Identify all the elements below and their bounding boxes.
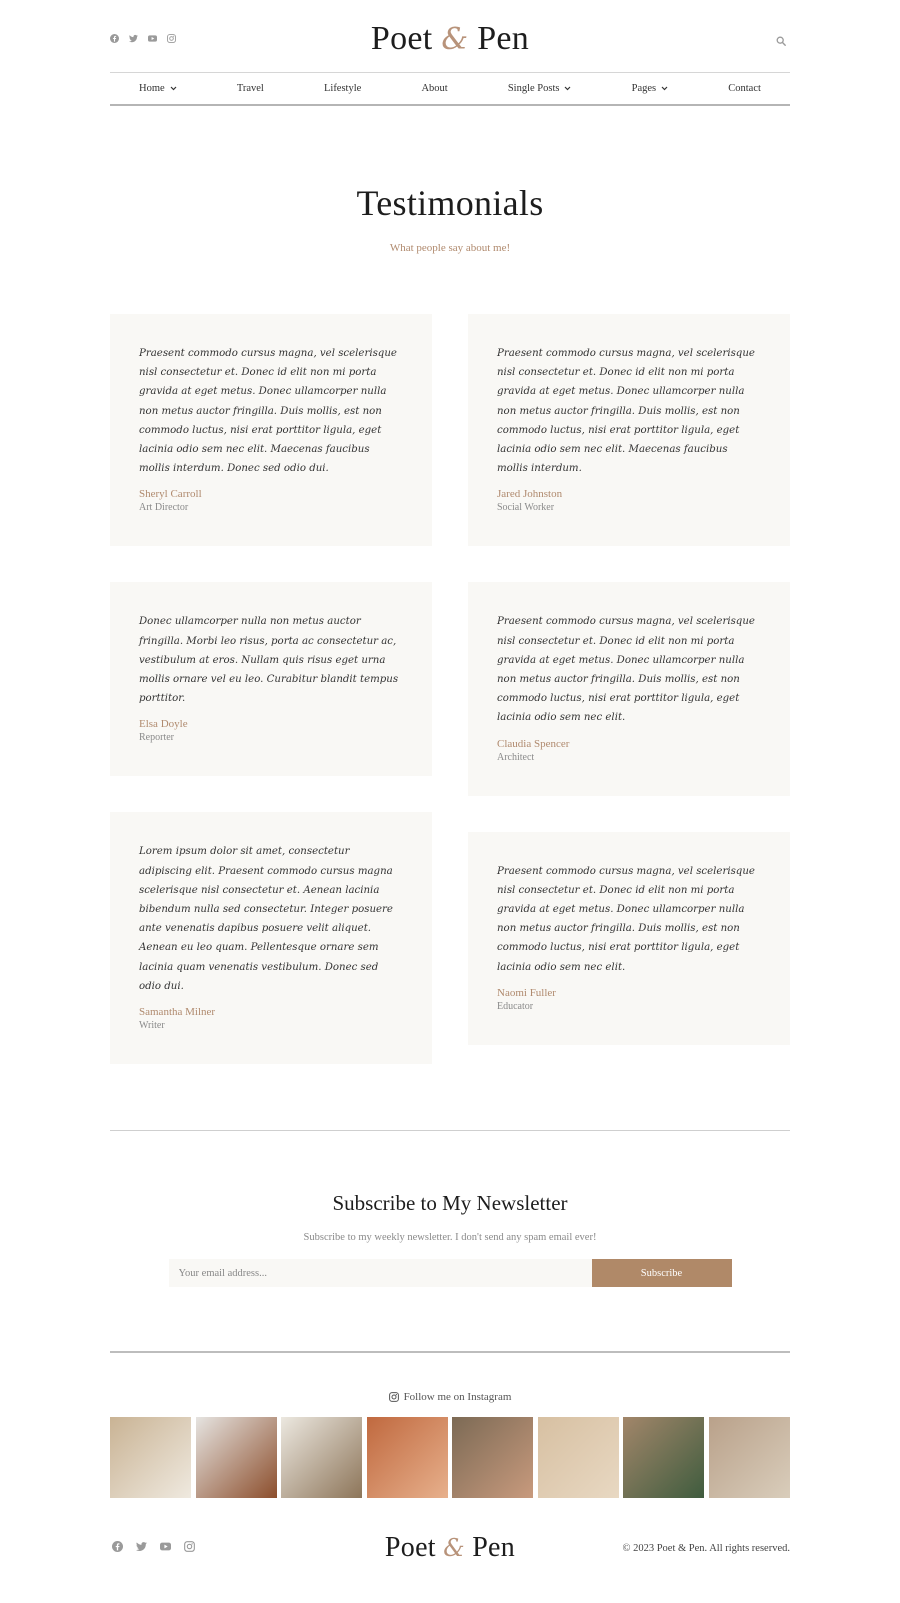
nav-item-label: Contact xyxy=(728,83,761,94)
instagram-icon xyxy=(389,1392,399,1402)
testimonial-card xyxy=(110,582,432,776)
search-icon[interactable] xyxy=(776,36,786,46)
testimonial-quote: Praesent commodo cursus magna, vel scelerisque nisl consectetur et. Donec id elit non mi porta gravida at eget metus. Donec ullamcorper nulla non metus auctor fringilla. Duis mollis, est non commodo luctus, nisi erat porttitor ligula, eget lacinia odio sem nec elit. Maecenas faucibus mollis interdum. xyxy=(497,348,755,475)
nav-item-label: Travel xyxy=(236,83,264,94)
testimonials-grid xyxy=(110,314,790,1100)
copyright-text: © 2023 Poet & Pen. All rights reserved. xyxy=(622,1543,790,1555)
newsletter-form xyxy=(169,1259,732,1287)
newsletter-description: Subscribe to my weekly newsletter. I don't send any spam email ever! xyxy=(303,1232,597,1244)
testimonial-author: Naomi Fuller xyxy=(497,986,556,999)
nav-item-label: Pages xyxy=(631,83,657,94)
testimonial-card xyxy=(110,812,432,1064)
nav-item-label: Single Posts xyxy=(507,83,560,94)
instagram-photo[interactable] xyxy=(281,1417,362,1498)
site-footer xyxy=(110,1498,790,1603)
testimonial-role: Writer xyxy=(139,1020,165,1032)
site-logo[interactable] xyxy=(110,20,790,58)
testimonial-role: Architect xyxy=(497,751,535,763)
testimonial-role: Educator xyxy=(497,1000,534,1012)
instagram-feed xyxy=(110,1417,790,1498)
testimonial-author: Sheryl Carroll xyxy=(139,488,202,501)
nav-item-label: Home xyxy=(139,83,165,94)
testimonial-card xyxy=(468,582,790,795)
testimonial-card xyxy=(468,314,790,546)
testimonial-card xyxy=(110,314,432,546)
email-input[interactable] xyxy=(169,1259,592,1287)
testimonials-column-right xyxy=(468,314,790,1100)
instagram-photo[interactable] xyxy=(538,1417,619,1498)
chevron-down-icon xyxy=(661,86,668,91)
nav-item-about[interactable] xyxy=(421,83,447,94)
chevron-down-icon xyxy=(170,86,177,91)
testimonial-quote: Donec ullamcorper nulla non metus auctor fringilla. Morbi leo risus, porta ac consectetur ac, vestibulum at eros. Nullam quis risus eget urna mollis ornare vel eu leo. Curabitur blandit tempus porttitor. xyxy=(139,616,399,705)
nav-item-lifestyle[interactable] xyxy=(324,83,361,94)
instagram-photo[interactable] xyxy=(452,1417,533,1498)
nav-item-single-posts[interactable] xyxy=(508,83,572,94)
testimonial-author: Claudia Spencer xyxy=(497,737,570,750)
instagram-photo[interactable] xyxy=(367,1417,448,1498)
testimonials-column-left xyxy=(110,314,432,1100)
testimonial-author: Jared Johnston xyxy=(497,488,563,501)
logo-ampersand: & xyxy=(443,1534,465,1563)
instagram-photo[interactable] xyxy=(623,1417,704,1498)
testimonial-quote: Praesent commodo cursus magna, vel scelerisque nisl consectetur et. Donec id elit non mi porta gravida at eget metus. Donec ullamcorper nulla non metus auctor fringilla. Duis mollis, est non commodo luctus, nisi erat porttitor ligula, eget lacinia odio sem nec elit. xyxy=(497,616,755,724)
nav-item-home[interactable] xyxy=(139,83,177,94)
instagram-photo[interactable] xyxy=(709,1417,790,1498)
instagram-photo[interactable] xyxy=(110,1417,191,1498)
page-title: Testimonials xyxy=(356,183,544,223)
page-hero xyxy=(110,106,790,314)
instagram-header[interactable] xyxy=(110,1353,790,1417)
newsletter-title: Subscribe to My Newsletter xyxy=(332,1191,568,1216)
testimonial-quote: Lorem ipsum dolor sit amet, consectetur adipiscing elit. Praesent commodo cursus magna scelerisque nisl consectetur et. Aenean lacinia bibendum nulla sed consectetur. Integer posuere ante venenatis dapibus posuere velit aliquet. Aenean eu leo quam. Pellentesque ornare sem lacinia quam venenatis vestibulum. Donec sed odio dui. xyxy=(139,846,393,992)
testimonial-author: Samantha Milner xyxy=(139,1006,216,1019)
instagram-label: Follow me on Instagram xyxy=(403,1391,512,1404)
site-header xyxy=(110,0,790,72)
logo-word-poet: Poet xyxy=(384,1532,436,1564)
newsletter-section xyxy=(110,1131,790,1351)
chevron-down-icon xyxy=(564,86,571,91)
testimonial-role: Reporter xyxy=(139,732,174,744)
subscribe-button[interactable]: Subscribe xyxy=(592,1259,732,1287)
testimonial-author: Elsa Doyle xyxy=(139,718,188,731)
testimonial-role: Art Director xyxy=(139,502,189,514)
nav-item-travel[interactable] xyxy=(237,83,264,94)
nav-item-pages[interactable] xyxy=(632,83,669,94)
logo-word-pen: Pen xyxy=(472,1532,516,1564)
testimonial-role: Social Worker xyxy=(497,502,555,514)
logo-ampersand: & xyxy=(441,22,469,57)
testimonial-quote: Praesent commodo cursus magna, vel scelerisque nisl consectetur et. Donec id elit non mi porta gravida at eget metus. Donec ullamcorper nulla non metus auctor fringilla. Duis mollis, est non commodo luctus, nisi erat porttitor ligula, eget lacinia odio sem nec elit. Maecenas faucibus mollis interdum. Donec sed odio dui. xyxy=(139,348,397,475)
nav-item-label: About xyxy=(421,83,448,94)
page xyxy=(110,0,790,1603)
testimonial-quote: Praesent commodo cursus magna, vel scelerisque nisl consectetur et. Donec id elit non mi porta gravida at eget metus. Donec ullamcorper nulla non metus auctor fringilla. Duis mollis, est non commodo luctus, nisi erat porttitor ligula, eget lacinia odio sem nec elit. xyxy=(497,865,755,973)
testimonial-card xyxy=(468,832,790,1045)
logo-word-poet: Poet xyxy=(370,20,433,57)
nav-item-label: Lifestyle xyxy=(323,83,362,94)
nav-item-contact[interactable] xyxy=(728,83,761,94)
main-nav xyxy=(110,72,790,106)
page-subtitle: What people say about me! xyxy=(389,242,511,254)
logo-word-pen: Pen xyxy=(477,20,530,57)
instagram-photo[interactable] xyxy=(196,1417,277,1498)
